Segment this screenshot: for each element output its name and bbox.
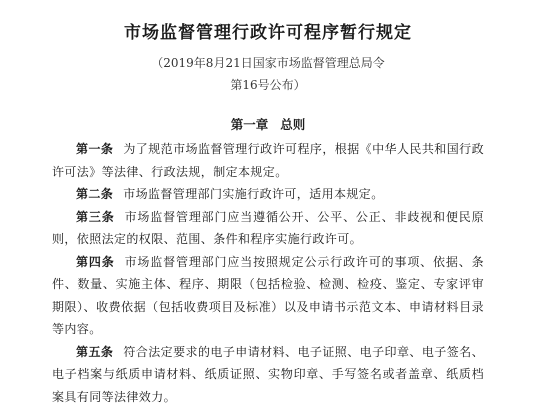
article-text: 市场监督管理部门应当按照规定公示行政许可的事项、依据、条件、数量、实施主体、程序、期限（包括检验、检测、检疫、鉴定、专家评审期限）、收费依据（包括收费项目及标准）以及申请书示范文本、申请材料目录等内容。 [52,255,484,337]
article-2 [52,183,484,206]
article-text: 市场监督管理部门应当遵循公开、公平、公正、非歧视和便民原则，依照法定的权限、范围、条件和程序实施行政许可。 [52,210,484,247]
chapter-number: 第一章 [231,117,269,132]
article-label: 第五条 [76,345,113,359]
article-4 [52,251,484,341]
document-subtitle-line2: 第16号公布） [52,74,484,96]
article-label: 第三条 [76,210,115,224]
article-label: 第二条 [76,187,113,201]
article-text: 为了规范市场监督管理行政许可程序，根据《中华人民共和国行政许可法》等法律、行政法规，制定本规定。 [52,142,484,179]
article-label: 第四条 [76,255,115,269]
article-3 [52,206,484,251]
article-5 [52,341,484,408]
article-label: 第一条 [76,142,113,156]
article-text: 符合法定要求的电子申请材料、电子证照、电子印章、电子签名、电子档案与纸质申请材料、纸质证照、实物印章、手写签名或者盖章、纸质档案具有同等法律效力。 [52,345,484,404]
article-1 [52,138,484,183]
chapter-heading [52,116,484,134]
document-subtitle-line1: （2019年8月21日国家市场监督管理总局令 [52,52,484,74]
chapter-name: 总则 [280,117,305,132]
article-text: 市场监督管理部门实施行政许可，适用本规定。 [123,187,383,201]
document-title: 市场监督管理行政许可程序暂行规定 [52,22,484,44]
